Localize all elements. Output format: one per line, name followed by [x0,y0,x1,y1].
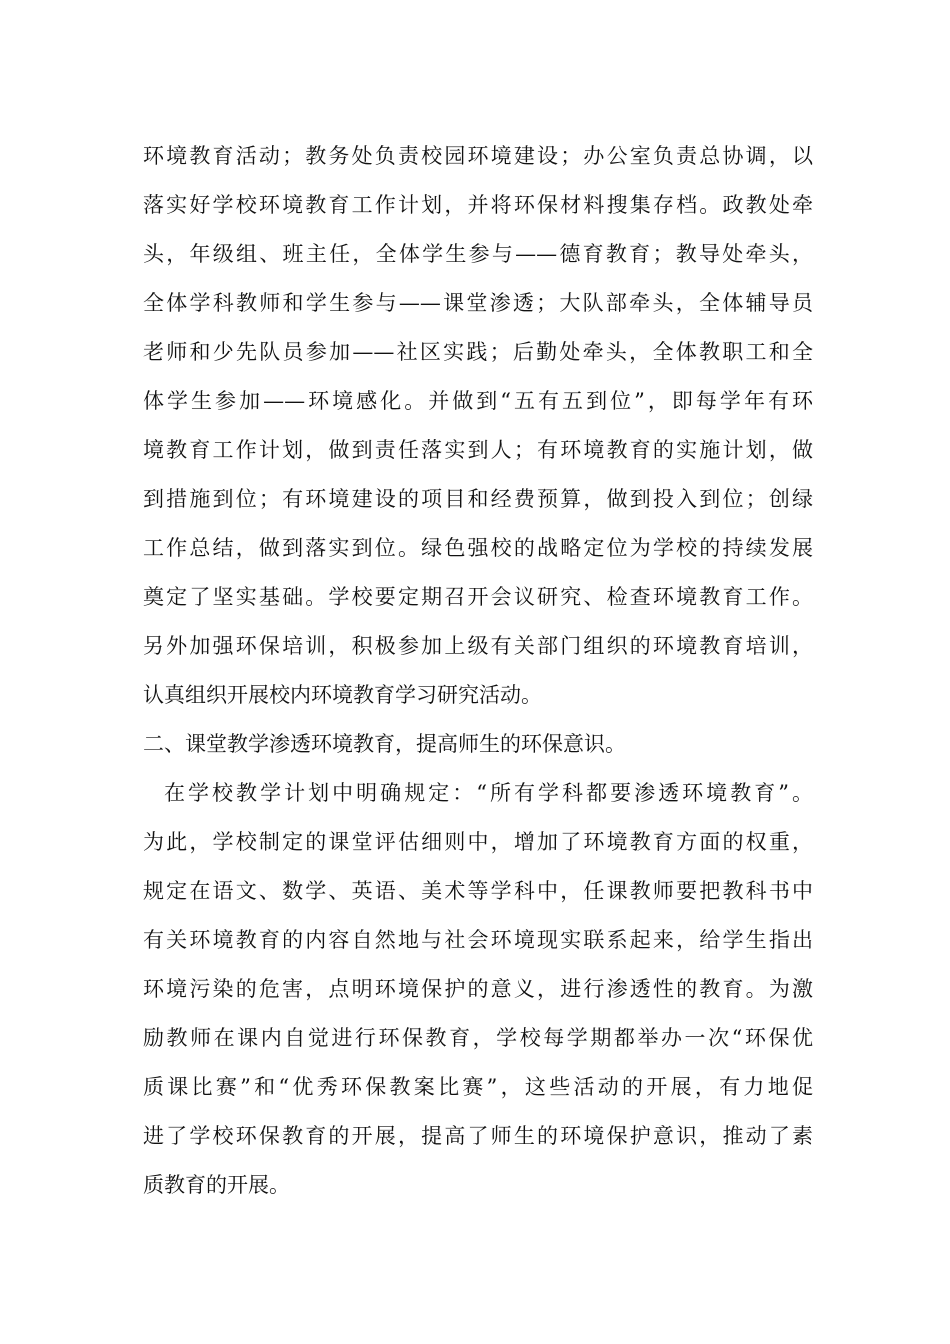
heading-line: 二、课堂教学渗透环境教育，提高师生的环保意识。 [143,732,626,756]
text-line: 落实好学校环境教育工作计划，并将环保材料搜集存档。政教处牵 [143,193,813,217]
text-line: 规定在语文、数学、英语、美术等学科中，任课教师要把教科书中 [143,879,813,903]
text-line: 在学校教学计划中明确规定：“所有学科都要渗透环境教育”。 [164,781,813,805]
text-line: 质教育的开展。 [143,1173,290,1197]
document-body [143,132,813,1210]
text-line: 环境污染的危害，点明环境保护的意义，进行渗透性的教育。为激 [143,977,813,1001]
text-line: 到措施到位；有环境建设的项目和经费预算，做到投入到位；创绿 [143,487,813,511]
text-line: 质课比赛”和“优秀环保教案比赛”，这些活动的开展，有力地促 [143,1075,813,1099]
text-line: 有关环境教育的内容自然地与社会环境现实联系起来，给学生指出 [143,928,813,952]
text-line: 全体学科教师和学生参与——课堂渗透；大队部牵头，全体辅导员 [143,291,813,315]
paragraph-classroom [143,769,813,1210]
section-heading [143,720,813,769]
text-line: 环境教育活动；教务处负责校园环境建设；办公室负责总协调，以 [143,144,813,168]
text-line: 进了学校环保教育的开展，提高了师生的环境保护意识，推动了素 [143,1124,813,1148]
text-line: 头，年级组、班主任，全体学生参与——德育教育；教导处牵头， [143,242,813,266]
text-line: 为此，学校制定的课堂评估细则中，增加了环境教育方面的权重， [143,830,813,854]
paragraph-organization [143,132,813,720]
text-line: 老师和少先队员参加——社区实践；后勤处牵头，全体教职工和全 [143,340,813,364]
text-line: 体学生参加——环境感化。并做到“五有五到位”，即每学年有环 [143,389,813,413]
text-line: 认真组织开展校内环境教育学习研究活动。 [143,683,542,707]
text-line: 另外加强环保培训，积极参加上级有关部门组织的环境教育培训， [143,634,813,658]
text-line: 境教育工作计划，做到责任落实到人；有环境教育的实施计划，做 [143,438,813,462]
text-line: 奠定了坚实基础。学校要定期召开会议研究、检查环境教育工作。 [143,585,813,609]
text-line: 励教师在课内自觉进行环保教育，学校每学期都举办一次“环保优 [143,1026,813,1050]
text-line: 工作总结，做到落实到位。绿色强校的战略定位为学校的持续发展 [143,536,813,560]
